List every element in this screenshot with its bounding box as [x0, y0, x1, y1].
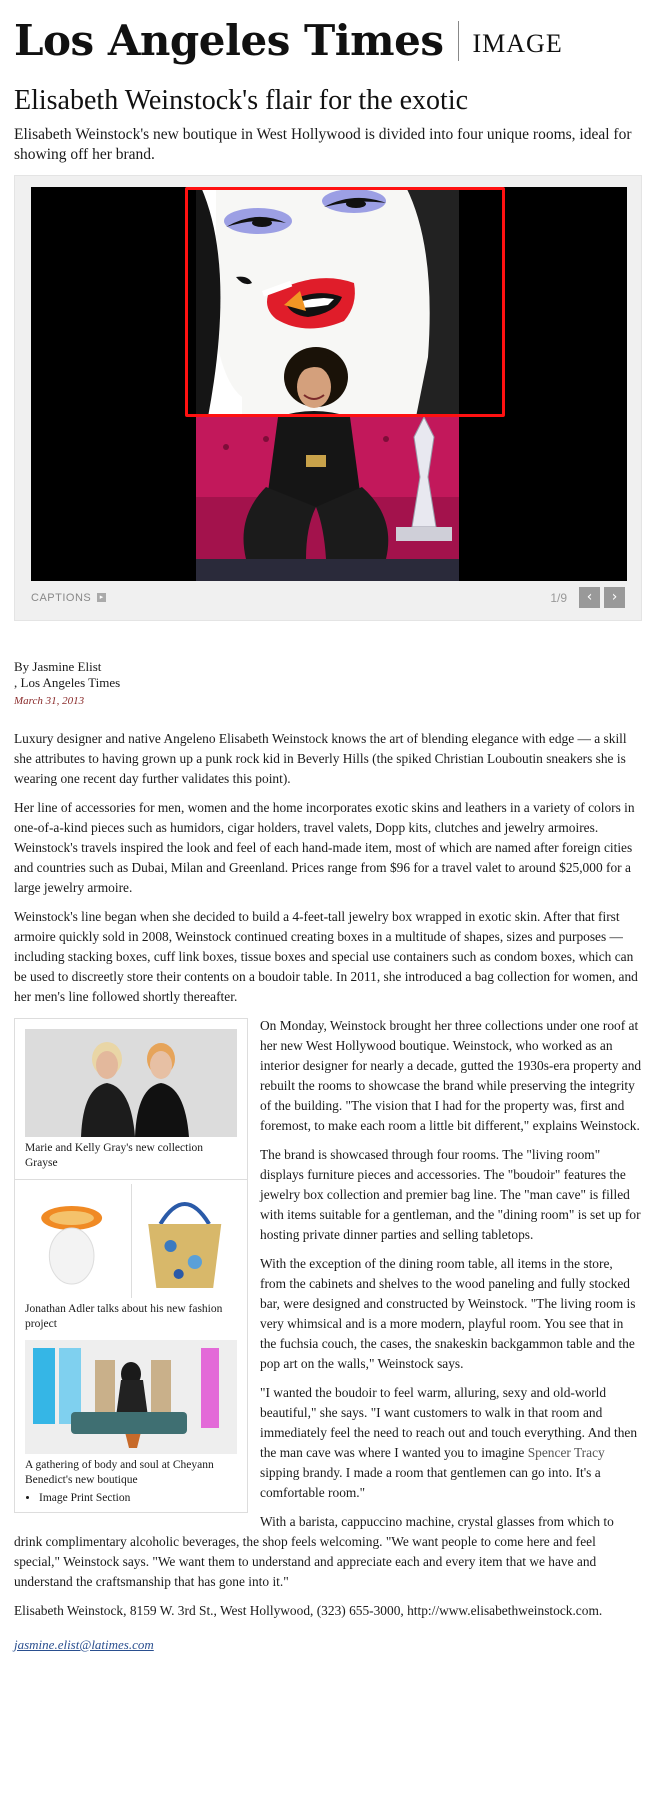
deck: Elisabeth Weinstock's new boutique in West Hollywood is divided into four unique rooms, ideal for showing off her brand. — [14, 125, 632, 163]
publish-date: March 31, 2013 — [14, 694, 85, 707]
author-email-link[interactable]: jasmine.elist@latimes.com — [14, 1636, 154, 1652]
gallery-pager — [550, 587, 625, 608]
paragraph: On Monday, Weinstock brought her three collections under one roof at her new West Hollywood boutique. Weinstock, who worked as an interior designer for nearly a decade, gutted the 1930s-era property and rebuilt the rooms to showcase the brand while preserving the integrity of the building. "The vision that I had for the property was, first and foremost, to make each room a little bit different," explains Weinstock. — [260, 1017, 642, 1133]
masthead — [14, 0, 642, 65]
photo-gallery — [14, 175, 642, 621]
slide-counter: 1/9 — [550, 590, 567, 605]
address-paragraph: Elisabeth Weinstock, 8159 W. 3rd St., West Hollywood, (323) 655-3000, http://www.elisabethweinstock.com. — [14, 1602, 603, 1618]
related-image-benedict[interactable] — [25, 1340, 237, 1454]
paragraph: With a barista, cappuccino machine, crystal glasses from which to drink complimentary alcoholic beverages, the shop feels welcoming. "We want people to come here and feel special," Weinstock says. "We want them to understand and appreciate each and every item that we have and understand the craftsmanship that has gone into it." — [14, 1513, 614, 1589]
paragraph-text: sipping brandy. I made a room that gentlemen can go into. It's a comfortable room." — [260, 1464, 601, 1500]
related-caption[interactable]: A gathering of body and soul at Cheyann Benedict's new boutique — [25, 1458, 214, 1486]
paragraph: Weinstock's line began when she decided to build a 4-feet-tall jewelry box wrapped in exotic skin. After that first armoire quickly sold in 2008, Weinstock continued creating boxes in a multitude of shapes, sizes and purposes — including stacking boxes, cuff link boxes, tissue boxes and special use containers such as condom boxes, which can be used to discreetly store their contents on a boudoir table. In 2011, she introduced a bag collection for women, and her men's line followed shortly thereafter. — [14, 908, 638, 1004]
chevron-left-icon[interactable]: ‹ — [579, 587, 600, 608]
paragraph: With the exception of the dining room table, all items in the store, from the cabinets and shelves to the wood paneling and fully stocked bar, were designed and constructed by Weinstock. "The living room is very whimsical and is a more modern, playful room. You see that in the fuchsia couch, the cases, the snakeskin backgammon table and the pop art on the walls," Weinstock says. — [260, 1255, 636, 1371]
related-image-adler[interactable] — [25, 1184, 237, 1298]
sidebar-links — [25, 1492, 237, 1504]
paragraph: The brand is showcased through four rooms. The "living room" displays furniture pieces and accessories. The "boudoir" features the jewelry box collection and premier bag line. The "man cave" is filled with items suitable for a gentleman, and the "dining room" is set up for hosting private dinner parties and selling tabletops. — [260, 1146, 641, 1242]
outlet: , Los Angeles Times — [14, 674, 121, 690]
highlight-box — [185, 187, 505, 417]
captions-toggle[interactable] — [31, 592, 106, 604]
la-times-logo[interactable]: Los Angeles Times — [14, 16, 444, 65]
author: By Jasmine Elist — [14, 658, 102, 674]
captions-label: CAPTIONS — [31, 591, 92, 604]
paragraph: Luxury designer and native Angeleno Elisabeth Weinstock knows the art of blending elegance with edge — a skill she attributes to having grown up a punk rock kid in Beverly Hills (the spiked Christian Louboutin sneakers she is wearing one recent day further validates this point). — [14, 730, 627, 786]
spencer-tracy-link[interactable]: Spencer Tracy — [527, 1444, 605, 1460]
paragraph: Her line of accessories for men, women and the home incorporates exotic skins and leathers in a variety of colors in one-of-a-kind pieces such as humidors, cigar holders, travel valets, Dopp kits, clutches and jewelry armoires. Weinstock's travels inspired the look and feel of each hand-made item, most of which are named after foreign cities and countries such as Dubai, Milan and Greenland. Prices range from $96 for a travel valet to around $25,000 for a large jewelry armoire. — [14, 799, 635, 895]
email-paragraph — [14, 1635, 642, 1655]
related-sidebar — [14, 1018, 248, 1513]
gallery-stage — [31, 187, 627, 581]
article-body — [14, 729, 642, 1655]
paragraph-text: "I wanted the boudoir to feel warm, alluring, sexy and old-world beautiful," she says. "I want customers to walk in that room and immediately feel the need to reach out and touch everything. And then the man cave was where I wanted you to imagine — [260, 1384, 638, 1460]
related-caption[interactable]: Marie and Kelly Gray's new collection Grayse — [25, 1141, 204, 1169]
sidebar-divider — [15, 1179, 247, 1180]
expand-icon: ▸ — [97, 593, 106, 602]
related-caption[interactable]: Jonathan Adler talks about his new fashion project — [25, 1302, 223, 1330]
headline: Elisabeth Weinstock's flair for the exotic — [14, 85, 469, 116]
gallery-controls — [31, 586, 625, 610]
byline — [14, 659, 642, 709]
masthead-divider — [458, 21, 459, 61]
section-name[interactable]: IMAGE — [472, 29, 563, 58]
link-image-print-section[interactable]: • Image Print Section — [39, 1492, 237, 1504]
chevron-right-icon[interactable]: › — [604, 587, 625, 608]
related-image-grayse[interactable] — [25, 1029, 237, 1137]
